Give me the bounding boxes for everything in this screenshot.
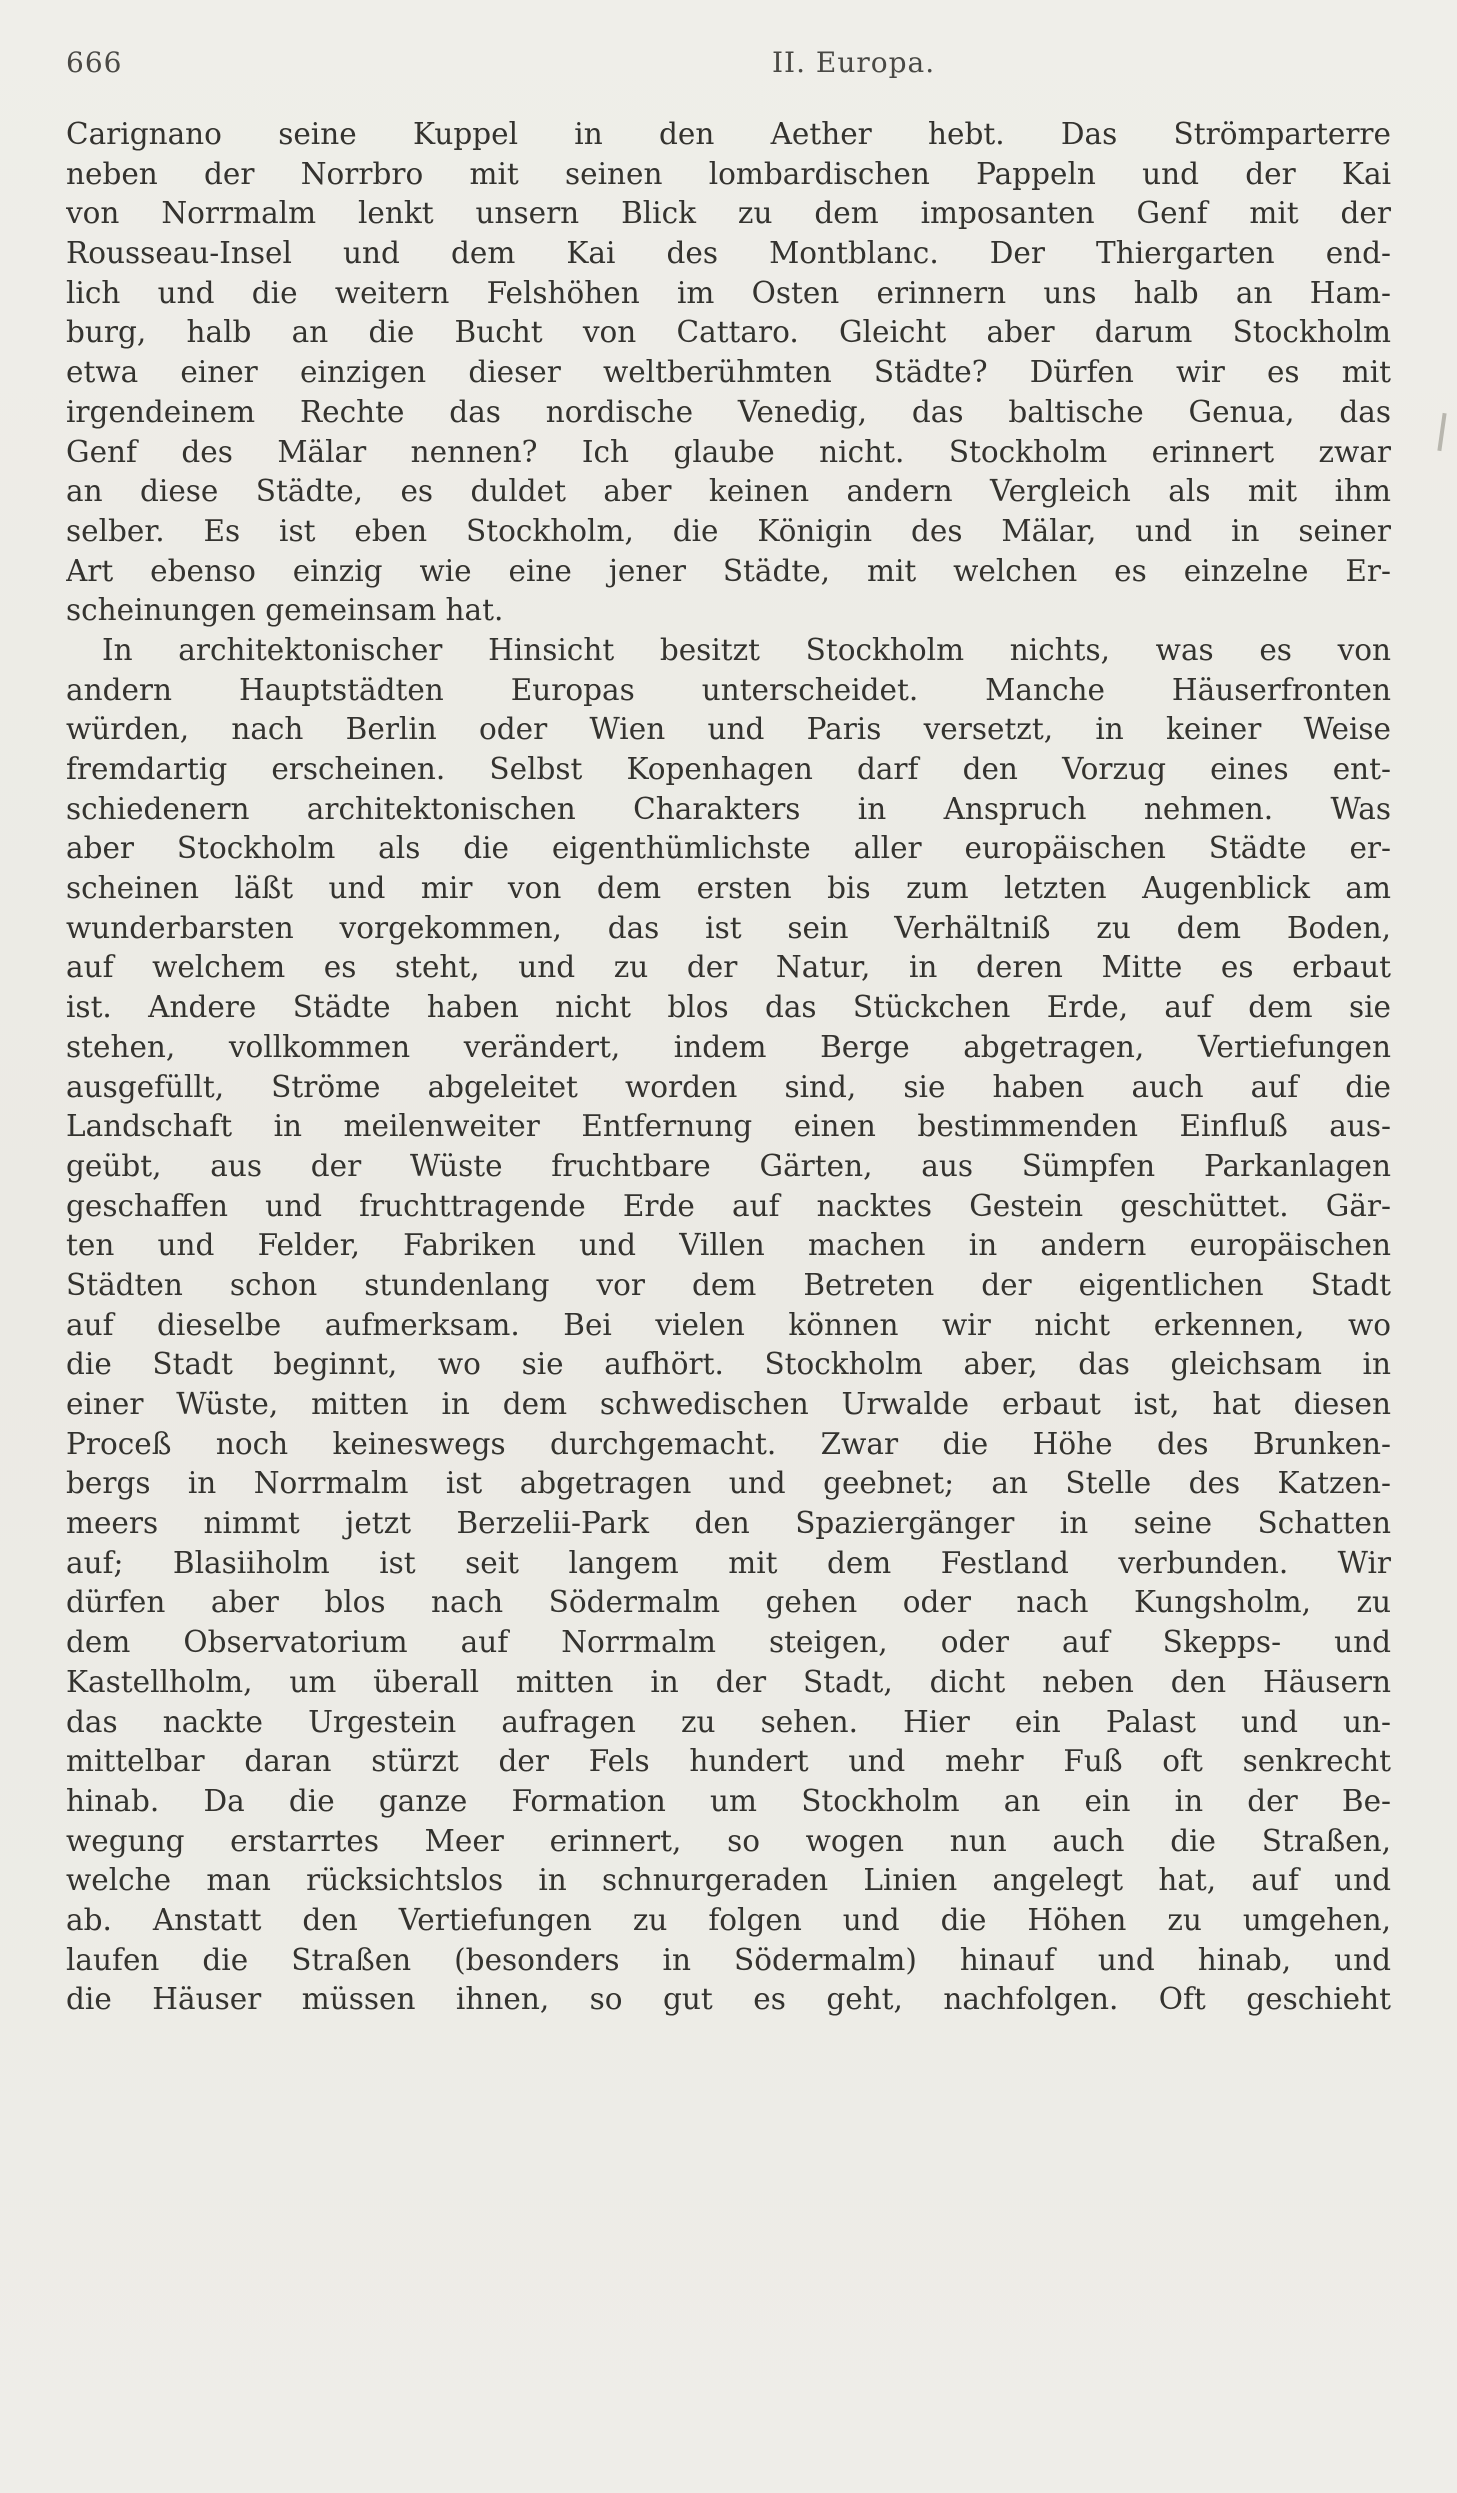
text-line: ausgefüllt, Ströme abgeleitet worden sind, sie haben auch auf die xyxy=(66,1069,1391,1104)
text-line: einer Wüste, mitten in dem schwedischen Urwalde erbaut ist, hat diesen xyxy=(66,1387,1391,1421)
text-line: aber Stockholm als die eigenthümlichste aller europäischen Städte er- xyxy=(66,831,1391,866)
text-line: Art ebenso einzig wie eine jener Städte, mit welchen es einzelne Er- xyxy=(66,553,1391,588)
text-line: meers nimmt jetzt Berzelii-Park den Spaziergänger in seine Schatten xyxy=(66,1506,1391,1541)
text-line: stehen, vollkommen verändert, indem Berge abgetragen, Vertiefungen xyxy=(66,1029,1391,1064)
text-line: auf dieselbe aufmerksam. Bei vielen können wir nicht erkennen, wo xyxy=(66,1307,1391,1342)
text-line: wegung erstarrtes Meer erinnert, so wogen nun auch die Straßen, xyxy=(66,1823,1391,1858)
text-line: mittelbar daran stürzt der Fels hundert und mehr Fuß oft senkrecht xyxy=(66,1744,1391,1779)
text-line: Kastellholm, um überall mitten in der Stadt, dicht neben den Häusern xyxy=(66,1664,1391,1699)
text-line: ab. Anstatt den Vertiefungen zu folgen und die Höhen zu umgehen, xyxy=(66,1902,1391,1937)
body-text xyxy=(66,115,1391,2455)
text-line: wunderbarsten vorgekommen, das ist sein Verhältniß zu dem Boden, xyxy=(66,910,1391,945)
text-line: selber. Es ist eben Stockholm, die Königin des Mälar, und in seiner xyxy=(66,513,1391,548)
page-header xyxy=(66,46,1456,96)
text-line: Städten schon stundenlang vor dem Betreten der eigentlichen Stadt xyxy=(66,1267,1391,1302)
text-line: das nackte Urgestein aufragen zu sehen. Hier ein Palast und un- xyxy=(66,1704,1391,1739)
text-line: die Häuser müssen ihnen, so gut es geht, nachfolgen. Oft geschieht xyxy=(66,1982,1391,2017)
text-line: ten und Felder, Fabriken und Villen machen in andern europäischen xyxy=(66,1228,1391,1263)
text-line: schiedenern architektonischen Charakters in Anspruch nehmen. Was xyxy=(66,791,1391,826)
text-line: lich und die weitern Felshöhen im Osten erinnern uns halb an Ham- xyxy=(66,275,1391,310)
text-line: neben der Norrbro mit seinen lombardischen Pappeln und der Kai xyxy=(66,156,1391,191)
margin-pencil-mark xyxy=(1437,413,1446,451)
text-line: scheinungen gemeinsam hat. xyxy=(66,593,504,628)
text-line: Proceß noch keineswegs durchgemacht. Zwar die Höhe des Brunken- xyxy=(66,1426,1391,1461)
text-line: von Norrmalm lenkt unsern Blick zu dem imposanten Genf mit der xyxy=(66,196,1391,231)
text-line: Genf des Mälar nennen? Ich glaube nicht. Stockholm erinnert zwar xyxy=(66,434,1391,469)
text-line: die Stadt beginnt, wo sie aufhört. Stockholm aber, das gleichsam in xyxy=(66,1347,1391,1382)
running-head: II. Europa. xyxy=(772,46,936,79)
paragraph-start-line: In architektonischer Hinsicht besitzt Stockholm nichts, was es von xyxy=(102,632,1391,667)
text-line: irgendeinem Rechte das nordische Venedig, das baltische Genua, das xyxy=(66,394,1391,429)
text-line: laufen die Straßen (besonders in Södermalm) hinauf und hinab, und xyxy=(66,1942,1391,1977)
text-line: andern Hauptstädten Europas unterscheidet. Manche Häuserfronten xyxy=(66,672,1391,707)
text-line: welche man rücksichtslos in schnurgeraden Linien angelegt hat, auf und xyxy=(66,1863,1391,1898)
text-line: geschaffen und fruchttragende Erde auf nacktes Gestein geschüttet. Gär- xyxy=(66,1188,1391,1223)
text-line: auf; Blasiiholm ist seit langem mit dem Festland verbunden. Wir xyxy=(66,1545,1391,1580)
text-line: scheinen läßt und mir von dem ersten bis zum letzten Augenblick am xyxy=(66,871,1391,906)
text-line: bergs in Norrmalm ist abgetragen und geebnet; an Stelle des Katzen- xyxy=(66,1466,1391,1501)
text-line: auf welchem es steht, und zu der Natur, in deren Mitte es erbaut xyxy=(66,950,1391,985)
text-line: an diese Städte, es duldet aber keinen andern Vergleich als mit ihm xyxy=(66,474,1391,509)
text-line: hinab. Da die ganze Formation um Stockholm an ein in der Be- xyxy=(66,1783,1391,1818)
text-line: Rousseau-Insel und dem Kai des Montblanc. Der Thiergarten end- xyxy=(66,236,1391,271)
text-line: Carignano seine Kuppel in den Aether hebt. Das Strömparterre xyxy=(66,117,1391,151)
text-line: burg, halb an die Bucht von Cattaro. Gleicht aber darum Stockholm xyxy=(66,315,1391,350)
text-line: geübt, aus der Wüste fruchtbare Gärten, aus Sümpfen Parkanlagen xyxy=(66,1148,1391,1183)
text-line: Landschaft in meilenweiter Entfernung einen bestimmenden Einfluß aus- xyxy=(66,1109,1391,1144)
text-line: etwa einer einzigen dieser weltberühmten Städte? Dürfen wir es mit xyxy=(66,355,1391,390)
page-number: 666 xyxy=(66,46,123,79)
text-line: dürfen aber blos nach Södermalm gehen oder nach Kungsholm, zu xyxy=(66,1585,1391,1620)
text-line: dem Observatorium auf Norrmalm steigen, oder auf Skepps- und xyxy=(66,1625,1391,1660)
text-line: würden, nach Berlin oder Wien und Paris versetzt, in keiner Weise xyxy=(66,712,1391,747)
text-line: fremdartig erscheinen. Selbst Kopenhagen darf den Vorzug eines ent- xyxy=(66,752,1391,786)
text-line: ist. Andere Städte haben nicht blos das Stückchen Erde, auf dem sie xyxy=(66,990,1391,1025)
